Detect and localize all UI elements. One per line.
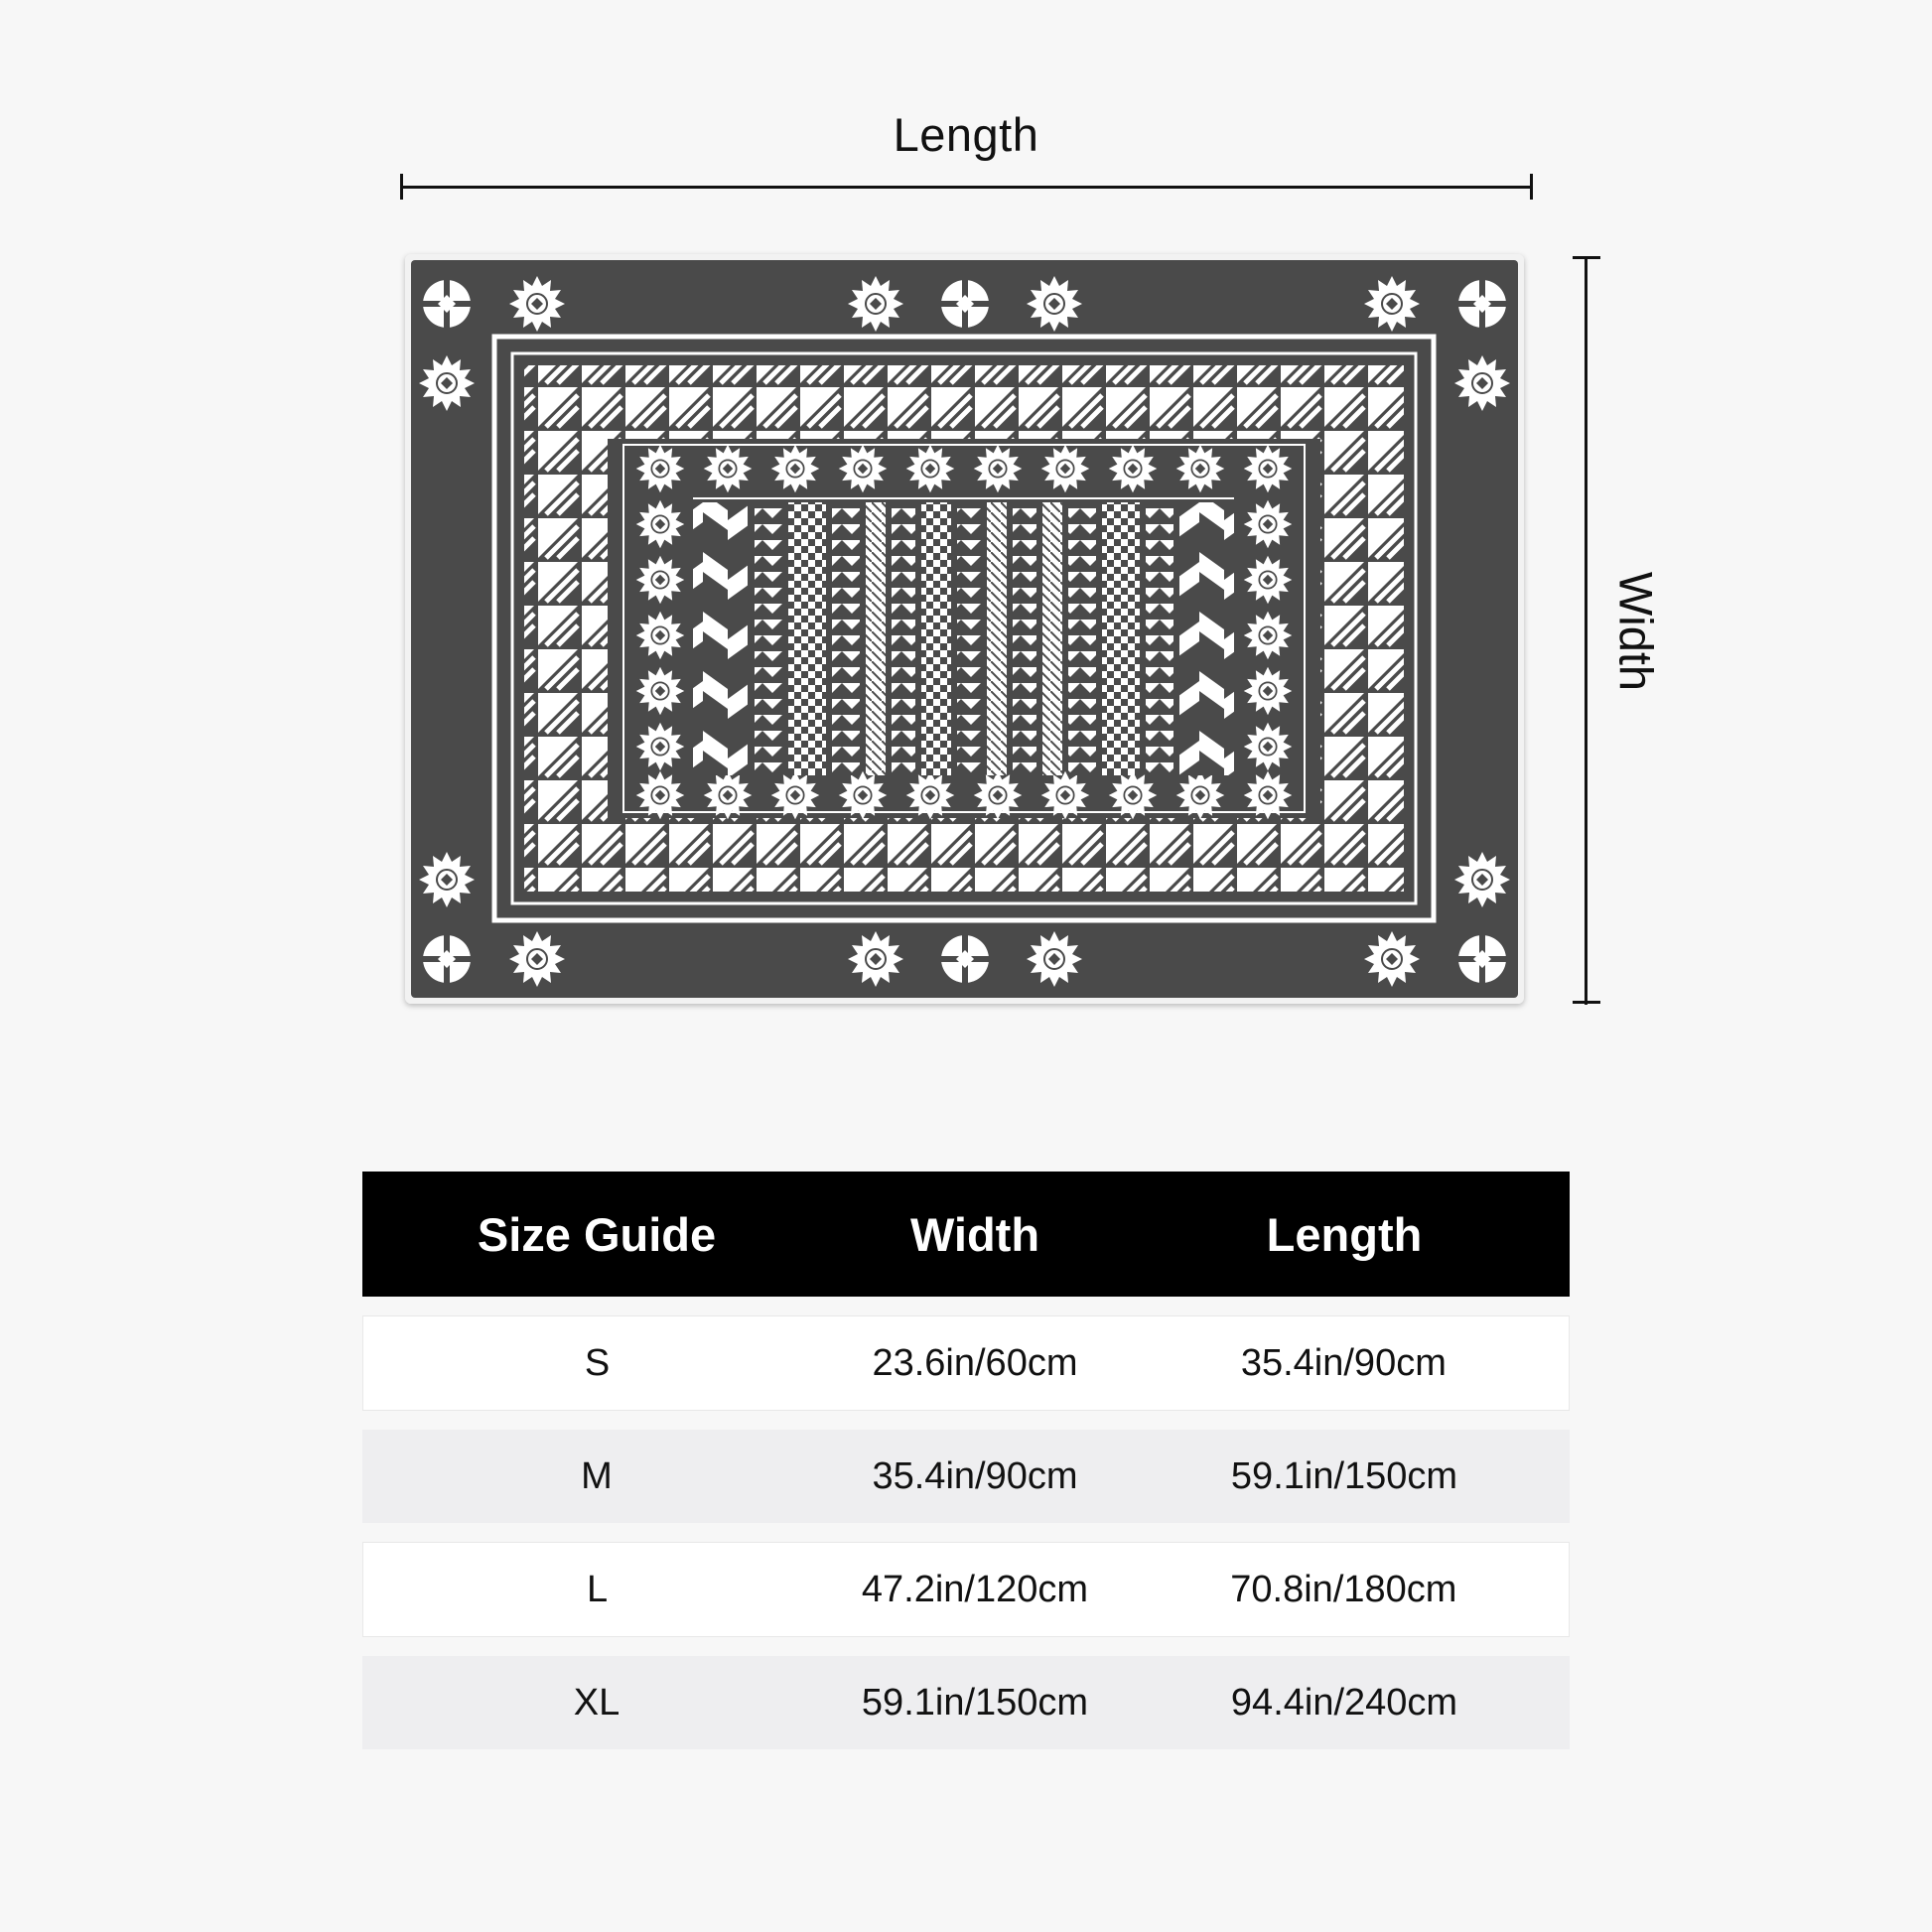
- length-dimension-line: [401, 186, 1533, 189]
- table-row: [362, 1542, 1570, 1637]
- size-cell: S: [584, 1341, 611, 1384]
- width-cell: 35.4in/90cm: [872, 1454, 1078, 1497]
- width-cell: 23.6in/60cm: [872, 1341, 1078, 1384]
- width-dimension-line: [1585, 257, 1587, 1005]
- width-line-cap-top: [1573, 256, 1600, 259]
- table-header-row: [362, 1172, 1570, 1297]
- width-line-cap-bottom: [1573, 1001, 1600, 1004]
- table-row: [362, 1430, 1570, 1523]
- length-dimension-label: Length: [893, 108, 1039, 161]
- width-dimension-label: Width: [1609, 571, 1663, 692]
- length-line-cap-left: [400, 174, 403, 200]
- size-cell: XL: [573, 1681, 621, 1724]
- size-cell: L: [587, 1568, 609, 1610]
- size-guide-table: [362, 1172, 1570, 1749]
- length-cell: 70.8in/180cm: [1230, 1568, 1457, 1610]
- table-row: [362, 1315, 1570, 1411]
- header-width: Width: [909, 1207, 1040, 1261]
- header-size-guide: Size Guide: [477, 1207, 717, 1261]
- header-length: Length: [1266, 1207, 1423, 1261]
- size-cell: M: [581, 1454, 613, 1497]
- length-line-cap-right: [1530, 174, 1533, 200]
- length-cell: 59.1in/150cm: [1230, 1454, 1458, 1497]
- length-cell: 35.4in/90cm: [1240, 1341, 1447, 1384]
- rug-image: [405, 254, 1524, 1004]
- length-cell: 94.4in/240cm: [1230, 1681, 1458, 1724]
- width-cell: 59.1in/150cm: [861, 1681, 1089, 1724]
- table-row: [362, 1656, 1570, 1749]
- width-cell: 47.2in/120cm: [861, 1568, 1089, 1610]
